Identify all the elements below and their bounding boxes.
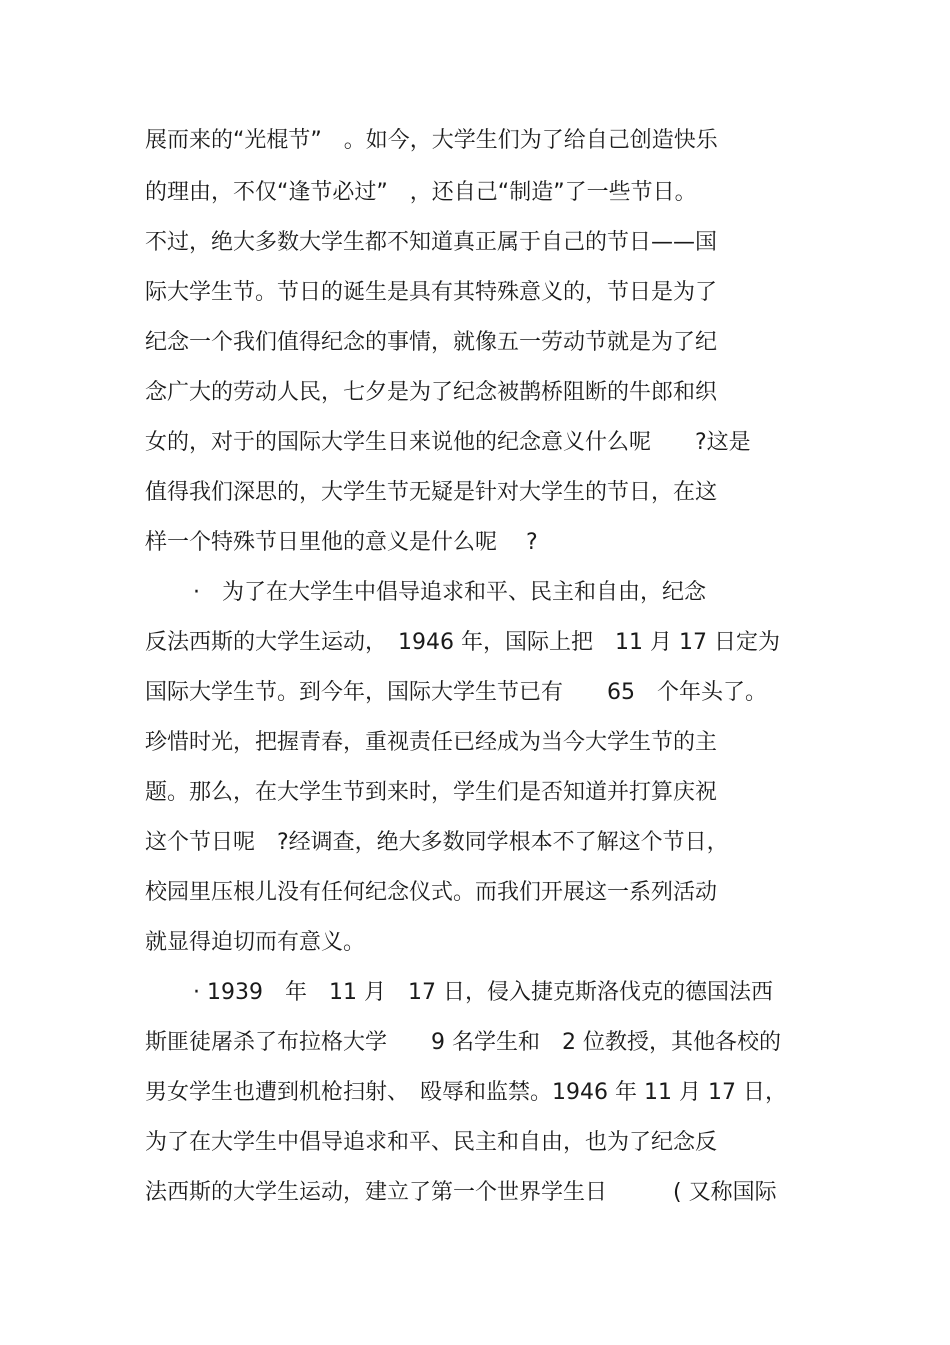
text-line: 展而来的“光棍节” 。如今，大学生们为了给自己创造快乐 [145, 128, 718, 153]
text-line: 珍惜时光，把握青春，重视责任已经成为当今大学生节的主 [145, 730, 718, 755]
text-line: 校园里压根儿没有任何纪念仪式。而我们开展这一系列活动 [145, 880, 718, 905]
text-line: 就显得迫切而有意义。 [145, 930, 366, 955]
text-line: 男女学生也遭到机枪扫射、 殴辱和监禁。1946 年 11 月 17 日， [145, 1080, 787, 1105]
bullet-paragraph-start: · 1939 年 11 月 17 日，侵入捷克斯洛伐克的德国法西 [193, 980, 773, 1005]
text-line: 女的，对于的国际大学生日来说他的纪念意义什么呢 ?这是 [145, 430, 751, 455]
text-line: 法西斯的大学生运动，建立了第一个世界学生日 ( 又称国际 [145, 1180, 777, 1205]
text-line: 为了在大学生中倡导追求和平、民主和自由，也为了纪念反 [145, 1130, 718, 1155]
bullet-paragraph-start: · 为了在大学生中倡导追求和平、民主和自由，纪念 [193, 580, 706, 605]
text-line: 际大学生节。节日的诞生是具有其特殊意义的，节日是为了 [145, 280, 718, 305]
text-line: 念广大的劳动人民，七夕是为了纪念被鹊桥阻断的牛郎和织 [145, 380, 718, 405]
text-line: 斯匪徒屠杀了布拉格大学 9 名学生和 2 位教授，其他各校的 [145, 1030, 781, 1055]
text-line: 的理由，不仅“逢节必过” ，还自己“制造”了一些节日。 [145, 180, 697, 205]
text-line: 样一个特殊节日里他的意义是什么呢 ? [145, 530, 538, 555]
text-line: 值得我们深思的，大学生节无疑是针对大学生的节日，在这 [145, 480, 718, 505]
text-line: 纪念一个我们值得纪念的事情，就像五一劳动节就是为了纪 [145, 330, 718, 355]
text-line: 不过，绝大多数大学生都不知道真正属于自己的节日——国 [145, 230, 718, 255]
text-line: 题。那么，在大学生节到来时，学生们是否知道并打算庆祝 [145, 780, 718, 805]
text-line: 反法西斯的大学生运动， 1946 年，国际上把 11 月 17 日定为 [145, 630, 780, 655]
text-line: 国际大学生节。到今年，国际大学生节已有 65 个年头了。 [145, 680, 767, 705]
text-line: 这个节日呢 ?经调查，绝大多数同学根本不了解这个节日， [145, 830, 729, 855]
